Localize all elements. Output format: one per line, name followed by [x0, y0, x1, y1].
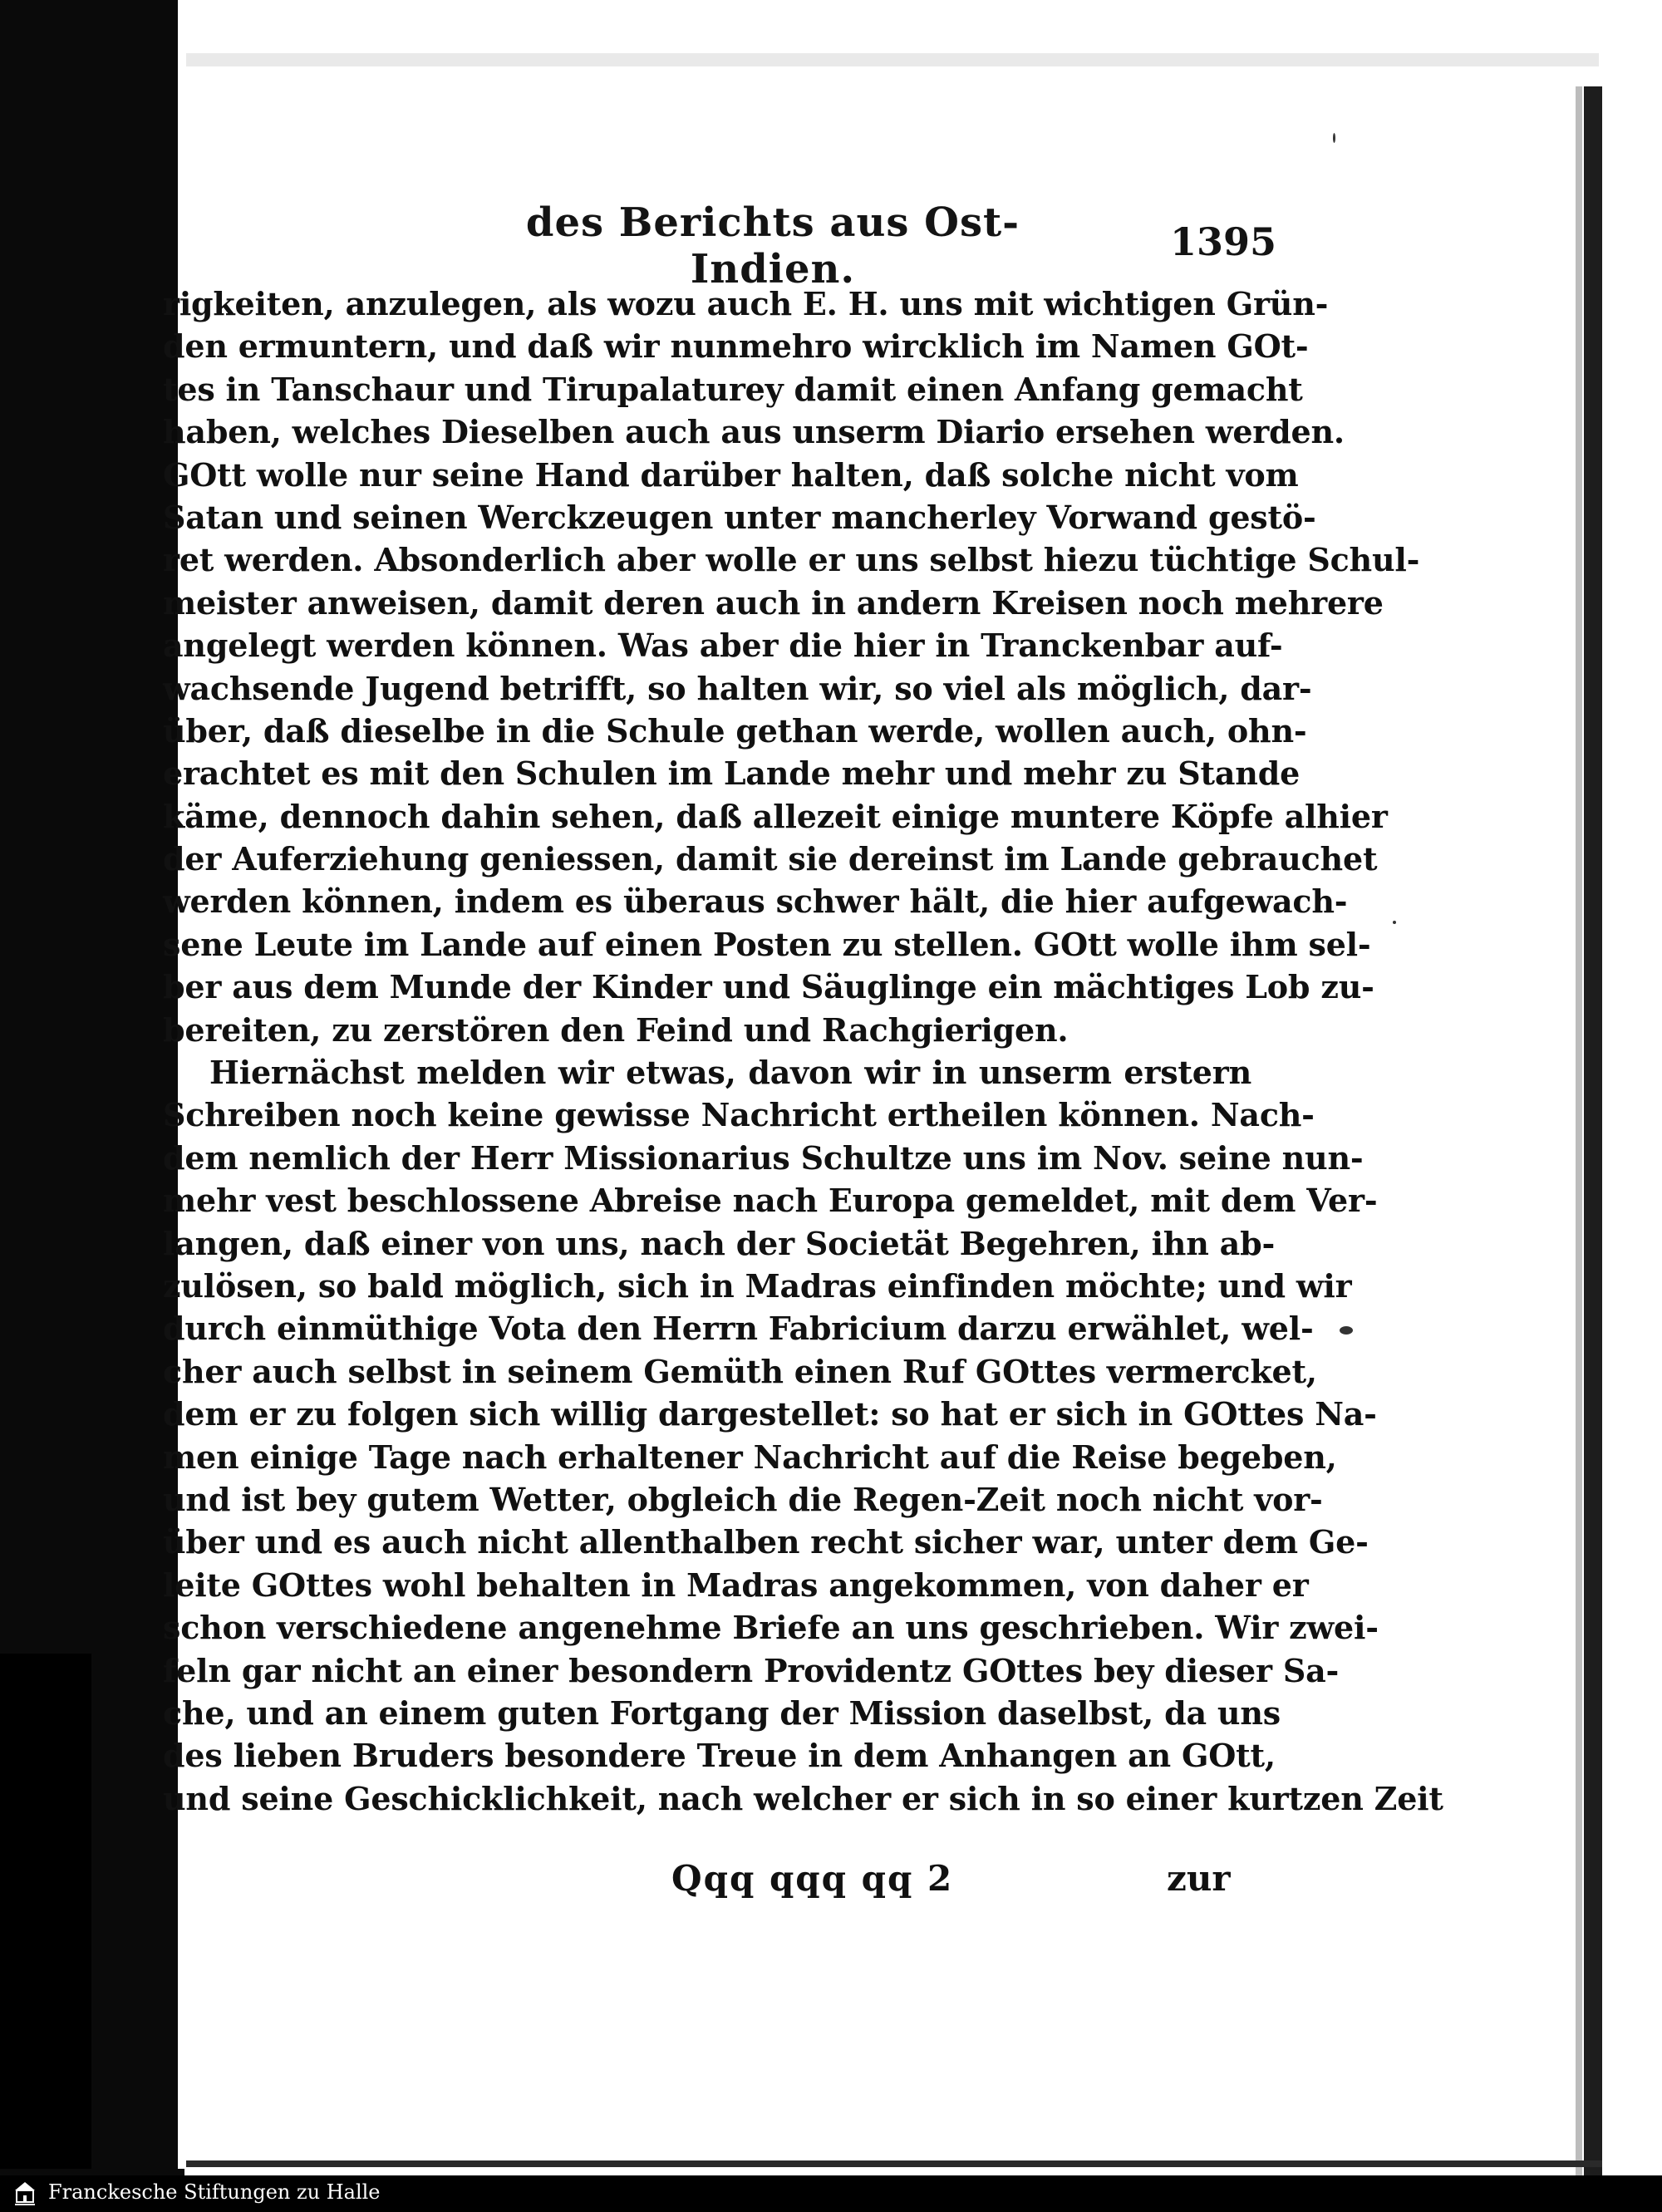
running-head: des Berichts aus Ost-Indien. — [525, 199, 1020, 292]
text-line: dem er zu folgen sich willig dargestellet: so hat er sich in GOttes Na- — [163, 1395, 1377, 1433]
text-line: der Auferziehung geniessen, damit sie dereinst im Lande gebrauchet — [163, 840, 1378, 878]
scan-speck — [1393, 921, 1396, 924]
text-line: über, daß dieselbe in die Schule gethan werde, wollen auch, ohn- — [163, 711, 1307, 750]
text-line: meister anweisen, damit deren auch in andern Kreisen noch mehrere — [163, 583, 1384, 622]
text-line: Schreiben noch keine gewisse Nachricht ertheilen können. Nach- — [163, 1096, 1315, 1134]
scan-speck — [1333, 133, 1335, 143]
text-line: sene Leute im Lande auf einen Posten zu stellen. GOtt wolle ihm sel- — [163, 925, 1371, 963]
text-line: bereiten, zu zerstören den Feind und Rachgierigen. — [163, 1010, 1069, 1049]
text-line: des lieben Bruders besondere Treue in dem Anhangen an GOtt, — [163, 1737, 1276, 1775]
scan-background-left-lower — [0, 1654, 91, 2169]
text-line: wachsende Jugend betrifft, so halten wir, so viel als möglich, dar- — [163, 669, 1312, 707]
text-line: ber aus dem Munde der Kinder und Säuglinge ein mächtiges Lob zu- — [163, 968, 1374, 1006]
body-text — [163, 283, 1443, 1820]
page-right-edge — [1584, 86, 1602, 2180]
text-line: werden können, indem es überaus schwer hält, die hier aufgewach- — [163, 882, 1348, 921]
text-line: GOtt wolle nur seine Hand darüber halten, daß solche nicht vom — [163, 455, 1299, 494]
page-bottom-edge — [186, 2160, 1602, 2167]
page-number: 1395 — [1170, 219, 1277, 264]
text-line: käme, dennoch dahin sehen, daß allezeit einige muntere Köpfe alhier — [163, 797, 1388, 835]
text-line: rigkeiten, anzulegen, als wozu auch E. H. uns mit wichtigen Grün- — [163, 285, 1329, 322]
text-line: dem nemlich der Herr Missionarius Schultze uns im Nov. seine nun- — [163, 1138, 1364, 1177]
text-line: und ist bey gutem Wetter, obgleich die Regen-Zeit noch nicht vor- — [163, 1480, 1323, 1518]
text-line: men einige Tage nach erhaltener Nachricht auf die Reise begeben, — [163, 1438, 1337, 1476]
text-line: angelegt werden können. Was aber die hier in Tranckenbar auf- — [163, 627, 1283, 665]
text-line: mehr vest beschlossene Abreise nach Europa gemeldet, mit dem Ver- — [163, 1182, 1378, 1220]
institution-name: Franckesche Stiftungen zu Halle — [48, 2180, 381, 2204]
page-top-shadow — [186, 53, 1599, 66]
text-line: langen, daß einer von uns, nach der Societät Begehren, ihn ab- — [163, 1224, 1276, 1262]
text-line: den ermuntern, und daß wir nunmehro wircklich im Namen GOt- — [163, 327, 1309, 366]
text-line: erachtet es mit den Schulen im Lande mehr und mehr zu Stande — [163, 755, 1301, 793]
signature-mark: Qqq qqq qq 2 — [671, 1858, 954, 1899]
footer-bar — [0, 2175, 1662, 2212]
text-line: tes in Tanschaur und Tirupalaturey damit einen Anfang gemacht — [163, 370, 1303, 408]
text-line: über und es auch nicht allenthalben recht sicher war, unter dem Ge- — [163, 1523, 1369, 1561]
text-line: che, und an einem guten Fortgang der Mission daselbst, da uns — [163, 1693, 1281, 1732]
institution-logo-icon — [13, 2179, 37, 2207]
scan-speck — [1340, 1326, 1353, 1335]
text-line-paragraph-start: Hiernächst melden wir etwas, davon wir in unserm erstern — [209, 1054, 1251, 1092]
text-line: ret werden. Absonderlich aber wolle er uns selbst hiezu tüchtige Schul- — [163, 541, 1420, 579]
text-line: cher auch selbst in seinem Gemüth einen Ruf GOttes vermercket, — [163, 1352, 1317, 1390]
text-line: leite GOttes wohl behalten in Madras angekommen, von daher er — [163, 1566, 1309, 1604]
text-line: durch einmüthige Vota den Herrn Fabricium darzu erwählet, wel- — [163, 1310, 1314, 1348]
text-line: Satan und seinen Werckzeugen unter mancherley Vorwand gestö- — [163, 498, 1316, 536]
text-line: schon verschiedene angenehme Briefe an uns geschrieben. Wir zwei- — [163, 1609, 1379, 1647]
text-line: feln gar nicht an einer besondern Providentz GOttes bey dieser Sa- — [163, 1651, 1340, 1689]
text-line: haben, welches Dieselben auch aus unserm Diario ersehen werden. — [163, 413, 1345, 451]
text-line: und seine Geschicklichkeit, nach welcher er sich in so einer kurtzen Zeit — [163, 1779, 1443, 1817]
catchword: zur — [1167, 1858, 1231, 1899]
page-right-gutter — [1576, 86, 1582, 2180]
text-line: zulösen, so bald möglich, sich in Madras einfinden möchte; und wir — [163, 1266, 1352, 1305]
